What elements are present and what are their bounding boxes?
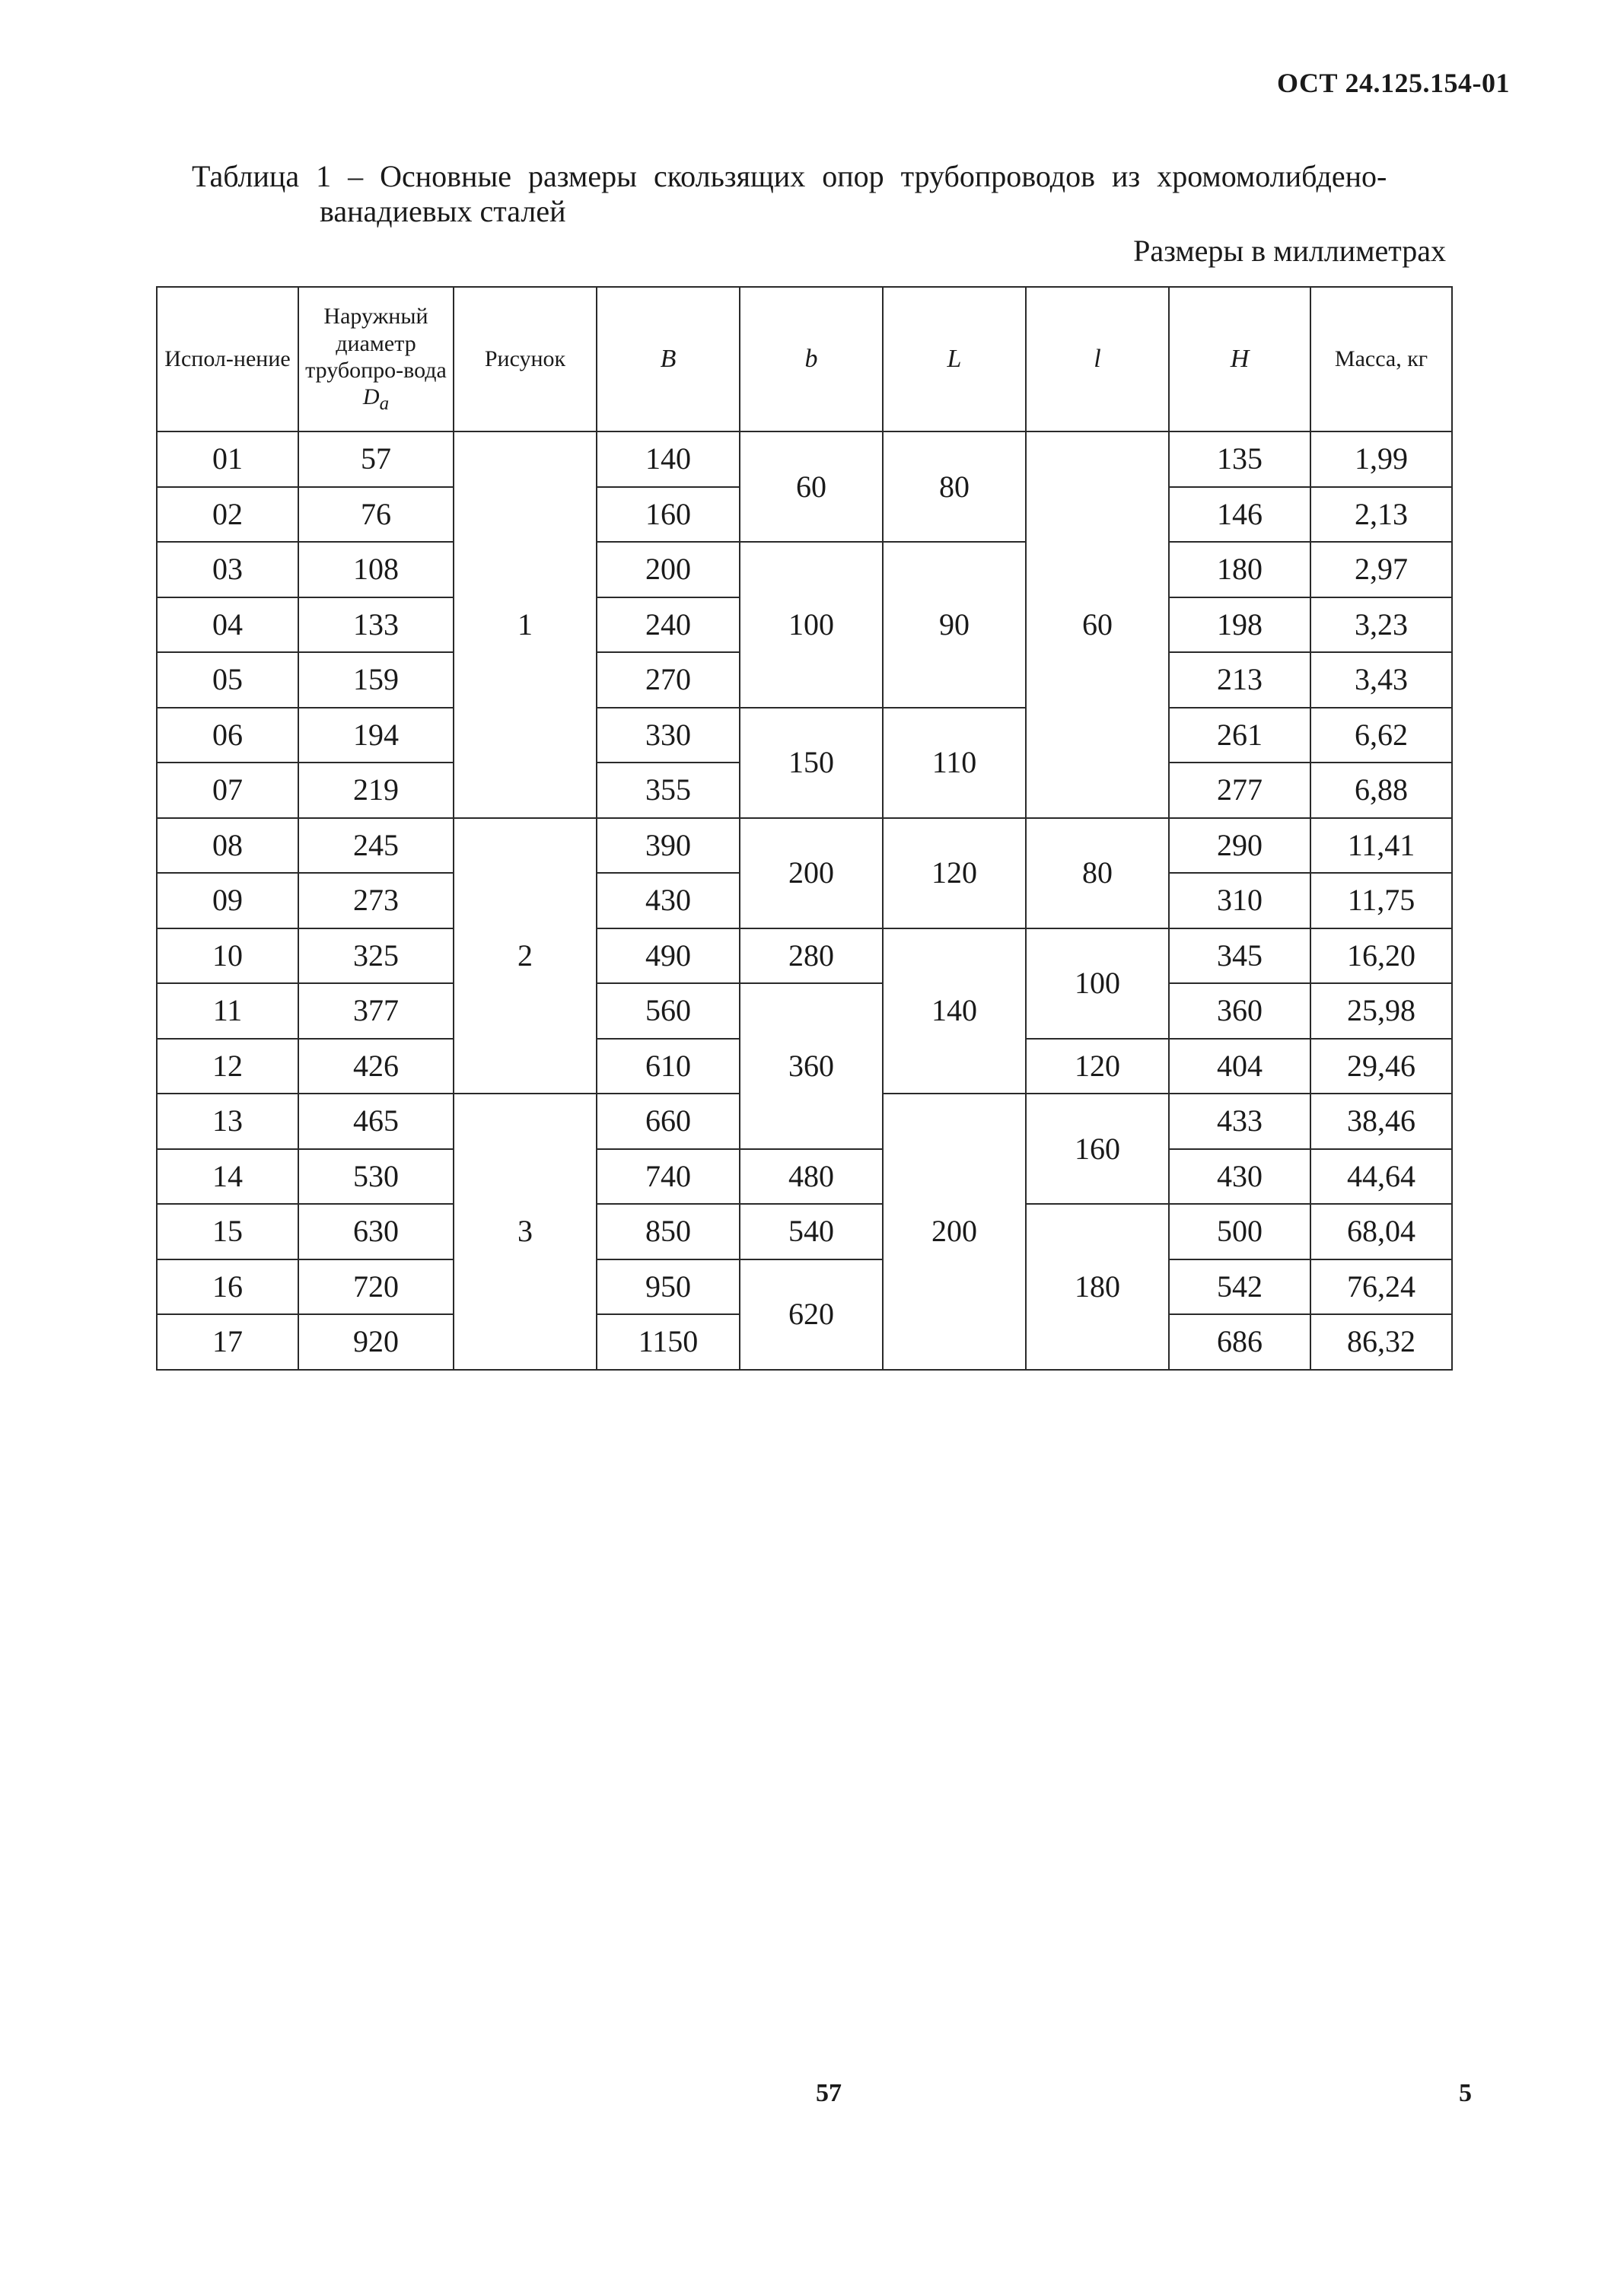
cell-diameter: 108 xyxy=(298,542,454,597)
cell-variant: 01 xyxy=(157,431,298,487)
cell-B: 1150 xyxy=(597,1314,740,1370)
page-number-right: 5 xyxy=(1459,2079,1472,2107)
header-diameter-text: Наружный диаметр трубопро-вода xyxy=(305,304,447,383)
cell-B: 660 xyxy=(597,1094,740,1149)
cell-diameter: 325 xyxy=(298,928,454,984)
cell-H: 277 xyxy=(1169,763,1310,818)
cell-H: 198 xyxy=(1169,597,1310,653)
table-caption: Таблица 1 – Основные размеры скользящих опор трубопроводов из хромомолибдено- xyxy=(192,159,1387,193)
cell-H: 686 xyxy=(1169,1314,1310,1370)
cell-B: 490 xyxy=(597,928,740,984)
cell-diameter: 377 xyxy=(298,983,454,1039)
cell-mass: 1,99 xyxy=(1310,431,1452,487)
cell-mass: 16,20 xyxy=(1310,928,1452,984)
cell-L: 120 xyxy=(883,818,1026,928)
cell-H: 261 xyxy=(1169,708,1310,763)
cell-mass: 6,62 xyxy=(1310,708,1452,763)
cell-b: 360 xyxy=(740,983,883,1149)
cell-mass: 76,24 xyxy=(1310,1259,1452,1315)
cell-b: 60 xyxy=(740,431,883,542)
header-row xyxy=(157,287,1452,431)
cell-variant: 09 xyxy=(157,873,298,928)
table-row xyxy=(157,431,1452,487)
cell-L: 110 xyxy=(883,708,1026,818)
table-row xyxy=(157,1149,1452,1205)
cell-diameter: 76 xyxy=(298,487,454,543)
cell-b: 280 xyxy=(740,928,883,984)
page-number-center: 57 xyxy=(816,2079,842,2107)
cell-B: 430 xyxy=(597,873,740,928)
cell-H: 433 xyxy=(1169,1094,1310,1149)
cell-mass: 3,23 xyxy=(1310,597,1452,653)
cell-L: 80 xyxy=(883,431,1026,542)
cell-variant: 07 xyxy=(157,763,298,818)
table-caption-continued: ванадиевых сталей xyxy=(320,194,566,228)
cell-diameter: 245 xyxy=(298,818,454,874)
cell-H: 500 xyxy=(1169,1204,1310,1259)
cell-mass: 68,04 xyxy=(1310,1204,1452,1259)
table-row xyxy=(157,542,1452,597)
cell-H: 213 xyxy=(1169,652,1310,708)
header-variant: Испол-нение xyxy=(157,287,298,431)
cell-figure: 3 xyxy=(454,1094,597,1370)
cell-l: 120 xyxy=(1026,1039,1169,1094)
cell-variant: 16 xyxy=(157,1259,298,1315)
cell-diameter: 720 xyxy=(298,1259,454,1315)
cell-mass: 11,41 xyxy=(1310,818,1452,874)
cell-b: 150 xyxy=(740,708,883,818)
cell-b: 540 xyxy=(740,1204,883,1259)
cell-H: 180 xyxy=(1169,542,1310,597)
table-row xyxy=(157,1259,1452,1315)
cell-variant: 05 xyxy=(157,652,298,708)
cell-figure: 1 xyxy=(454,431,597,818)
cell-H: 404 xyxy=(1169,1039,1310,1094)
cell-variant: 06 xyxy=(157,708,298,763)
cell-B: 355 xyxy=(597,763,740,818)
cell-variant: 10 xyxy=(157,928,298,984)
cell-B: 140 xyxy=(597,431,740,487)
cell-H: 310 xyxy=(1169,873,1310,928)
cell-b: 480 xyxy=(740,1149,883,1205)
cell-B: 240 xyxy=(597,597,740,653)
cell-diameter: 159 xyxy=(298,652,454,708)
header-l: l xyxy=(1026,287,1169,431)
dimensions-table xyxy=(156,286,1453,1371)
cell-mass: 6,88 xyxy=(1310,763,1452,818)
cell-H: 430 xyxy=(1169,1149,1310,1205)
cell-l: 160 xyxy=(1026,1094,1169,1204)
cell-H: 290 xyxy=(1169,818,1310,874)
cell-variant: 17 xyxy=(157,1314,298,1370)
cell-mass: 38,46 xyxy=(1310,1094,1452,1149)
cell-mass: 2,13 xyxy=(1310,487,1452,543)
cell-B: 610 xyxy=(597,1039,740,1094)
cell-variant: 12 xyxy=(157,1039,298,1094)
header-diameter-sub: a xyxy=(379,393,390,415)
cell-figure: 2 xyxy=(454,818,597,1094)
header-mass: Масса, кг xyxy=(1310,287,1452,431)
cell-B: 560 xyxy=(597,983,740,1039)
cell-mass: 25,98 xyxy=(1310,983,1452,1039)
cell-diameter: 530 xyxy=(298,1149,454,1205)
cell-B: 950 xyxy=(597,1259,740,1315)
table-row xyxy=(157,708,1452,763)
table-row xyxy=(157,928,1452,984)
table-row xyxy=(157,818,1452,874)
header-diameter xyxy=(298,287,454,431)
cell-variant: 03 xyxy=(157,542,298,597)
cell-l: 180 xyxy=(1026,1204,1169,1370)
cell-mass: 44,64 xyxy=(1310,1149,1452,1205)
header-H: H xyxy=(1169,287,1310,431)
units-note: Размеры в миллиметрах xyxy=(1133,234,1446,268)
header-L: L xyxy=(883,287,1026,431)
cell-L: 140 xyxy=(883,928,1026,1094)
cell-variant: 14 xyxy=(157,1149,298,1205)
cell-variant: 13 xyxy=(157,1094,298,1149)
cell-B: 330 xyxy=(597,708,740,763)
cell-diameter: 133 xyxy=(298,597,454,653)
cell-l: 80 xyxy=(1026,818,1169,928)
cell-b: 620 xyxy=(740,1259,883,1370)
cell-B: 160 xyxy=(597,487,740,543)
cell-variant: 15 xyxy=(157,1204,298,1259)
cell-diameter: 194 xyxy=(298,708,454,763)
cell-mass: 86,32 xyxy=(1310,1314,1452,1370)
header-b: b xyxy=(740,287,883,431)
table-row xyxy=(157,983,1452,1039)
cell-B: 390 xyxy=(597,818,740,874)
cell-b: 100 xyxy=(740,542,883,708)
cell-H: 146 xyxy=(1169,487,1310,543)
cell-H: 345 xyxy=(1169,928,1310,984)
cell-L: 200 xyxy=(883,1094,1026,1370)
cell-variant: 02 xyxy=(157,487,298,543)
cell-B: 850 xyxy=(597,1204,740,1259)
cell-diameter: 465 xyxy=(298,1094,454,1149)
cell-diameter: 426 xyxy=(298,1039,454,1094)
cell-b: 200 xyxy=(740,818,883,928)
cell-diameter: 57 xyxy=(298,431,454,487)
cell-L: 90 xyxy=(883,542,1026,708)
header-figure: Рисунок xyxy=(454,287,597,431)
cell-diameter: 273 xyxy=(298,873,454,928)
header-diameter-symbol: D xyxy=(362,384,380,410)
cell-mass: 3,43 xyxy=(1310,652,1452,708)
cell-variant: 11 xyxy=(157,983,298,1039)
cell-mass: 11,75 xyxy=(1310,873,1452,928)
cell-variant: 08 xyxy=(157,818,298,874)
cell-l: 100 xyxy=(1026,928,1169,1039)
cell-B: 270 xyxy=(597,652,740,708)
cell-l: 60 xyxy=(1026,431,1169,818)
cell-B: 200 xyxy=(597,542,740,597)
cell-diameter: 219 xyxy=(298,763,454,818)
cell-diameter: 920 xyxy=(298,1314,454,1370)
table-row xyxy=(157,1204,1452,1259)
cell-B: 740 xyxy=(597,1149,740,1205)
cell-H: 542 xyxy=(1169,1259,1310,1315)
document-code: ОСТ 24.125.154-01 xyxy=(1277,68,1510,98)
cell-H: 360 xyxy=(1169,983,1310,1039)
cell-H: 135 xyxy=(1169,431,1310,487)
header-B: B xyxy=(597,287,740,431)
cell-variant: 04 xyxy=(157,597,298,653)
cell-diameter: 630 xyxy=(298,1204,454,1259)
cell-mass: 2,97 xyxy=(1310,542,1452,597)
cell-mass: 29,46 xyxy=(1310,1039,1452,1094)
